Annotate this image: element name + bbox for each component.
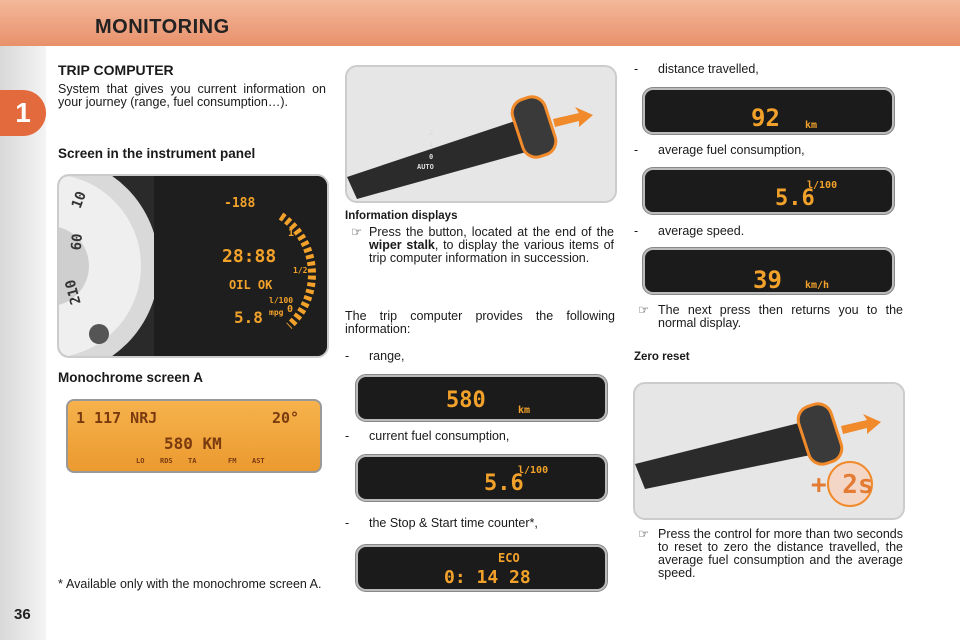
zero-reset-image (633, 382, 905, 520)
page-header (0, 0, 960, 46)
mono-bottom-item: RDS (160, 457, 173, 465)
press-duration-badge: + 2s (811, 470, 874, 500)
distance-unit: km (805, 120, 818, 131)
stopstart-display (356, 545, 607, 591)
next-press-text: The next press then returns you to the normal display. (658, 303, 903, 330)
current-display (356, 455, 607, 501)
step-text: Press the button, located at the end of the wiper stalk, to display the various items of trip computer information in succession. (369, 225, 614, 265)
avg-speed-value: 39 (753, 266, 782, 294)
avg-fuel-unit: l/100 (807, 180, 838, 191)
distance-label: distance travelled, (658, 62, 759, 76)
stalk-pos-0: 0 (429, 153, 434, 161)
mono-temp: 20° (272, 409, 300, 427)
mono-line2: 580 KM (164, 434, 222, 453)
wiper-stalk-graphic (347, 67, 615, 201)
mono-heading: Monochrome screen A (58, 370, 204, 385)
dial-number: 210 (62, 277, 85, 307)
dash-bullet: - (345, 349, 350, 363)
fuel-scale-mid: 1/2 (293, 266, 308, 275)
info-heading: Information displays (345, 210, 458, 222)
zero-reset-heading: Zero reset (634, 351, 690, 363)
mono-bottom-item: LO (136, 457, 145, 465)
dial-number: 60 (68, 232, 87, 252)
distance-display (643, 88, 894, 134)
mono-bottom-item: FM (228, 457, 237, 465)
dash-bullet: - (634, 62, 639, 76)
screen-heading: Screen in the instrument panel (58, 146, 256, 161)
stalk-auto: AUTO (417, 163, 434, 171)
chapter-badge: 1 (0, 90, 46, 136)
dash-bullet: - (345, 429, 350, 443)
mono-line1: 1 117 NRJ (76, 409, 158, 427)
current-label: current fuel consumption, (369, 429, 510, 443)
panel-unit: l/100 (269, 296, 294, 305)
arrow-bullet: ☞ (638, 303, 650, 317)
avg-fuel-label: average fuel consumption, (658, 143, 805, 157)
fuel-scale-bottom: 0 (287, 304, 294, 315)
range-label: range, (369, 349, 405, 363)
dash-bullet: - (345, 516, 350, 530)
panel-unit2: mpg (269, 308, 284, 317)
instrument-panel-image (57, 174, 329, 358)
panel-time: 28:88 (222, 246, 277, 267)
stalk-pos-2: 2 (429, 129, 434, 137)
dash-bullet: - (634, 224, 639, 238)
footnote-mark: * (58, 577, 63, 591)
intro-text: System that gives you current information on your journey (range, fuel consumption…). (58, 82, 326, 109)
arrow-bullet: ☞ (351, 225, 363, 239)
dial-number: 10 (69, 189, 90, 211)
avg-fuel-display (643, 168, 894, 214)
page-title: MONITORING (95, 16, 230, 38)
section-heading: TRIP COMPUTER (58, 62, 174, 78)
avg-speed-display (643, 248, 894, 294)
page-number: 36 (14, 606, 31, 623)
monochrome-screen (66, 399, 322, 473)
zero-reset-text: Press the control for more than two seconds to reset to zero the distance travelled, the average fuel consumption and the average speed. (658, 527, 903, 580)
stopstart-value: 0: 14 28 (444, 567, 531, 588)
eco-label: ECO (498, 551, 520, 565)
mono-bottom-item: AST (252, 457, 265, 465)
panel-oil: OIL OK (229, 278, 273, 292)
current-value: 5.6 (484, 471, 524, 496)
stopstart-label: the Stop & Start time counter*, (369, 516, 538, 530)
stalk-pos-1: 1 (429, 141, 434, 149)
fuel-scale-top: 1 (288, 228, 295, 239)
avg-speed-label: average speed. (658, 224, 745, 238)
current-unit: l/100 (518, 465, 549, 476)
panel-value: 5.8 (234, 308, 263, 327)
avg-speed-unit: km/h (805, 280, 830, 291)
provides-text: The trip computer provides the following information: (345, 309, 615, 336)
arrow-bullet: ☞ (638, 527, 650, 541)
avg-fuel-value: 5.6 (775, 186, 815, 211)
wiper-stalk-image (345, 65, 617, 203)
panel-top-value: -188 (224, 196, 256, 211)
range-display (356, 375, 607, 421)
mono-bottom-item: TA (188, 457, 197, 465)
range-unit: km (518, 405, 531, 416)
instrument-panel-graphic (59, 176, 327, 356)
distance-value: 92 (751, 104, 780, 132)
dash-bullet: - (634, 143, 639, 157)
footnote: Available only with the monochrome screen A. (66, 577, 322, 591)
range-value: 580 (446, 388, 486, 413)
